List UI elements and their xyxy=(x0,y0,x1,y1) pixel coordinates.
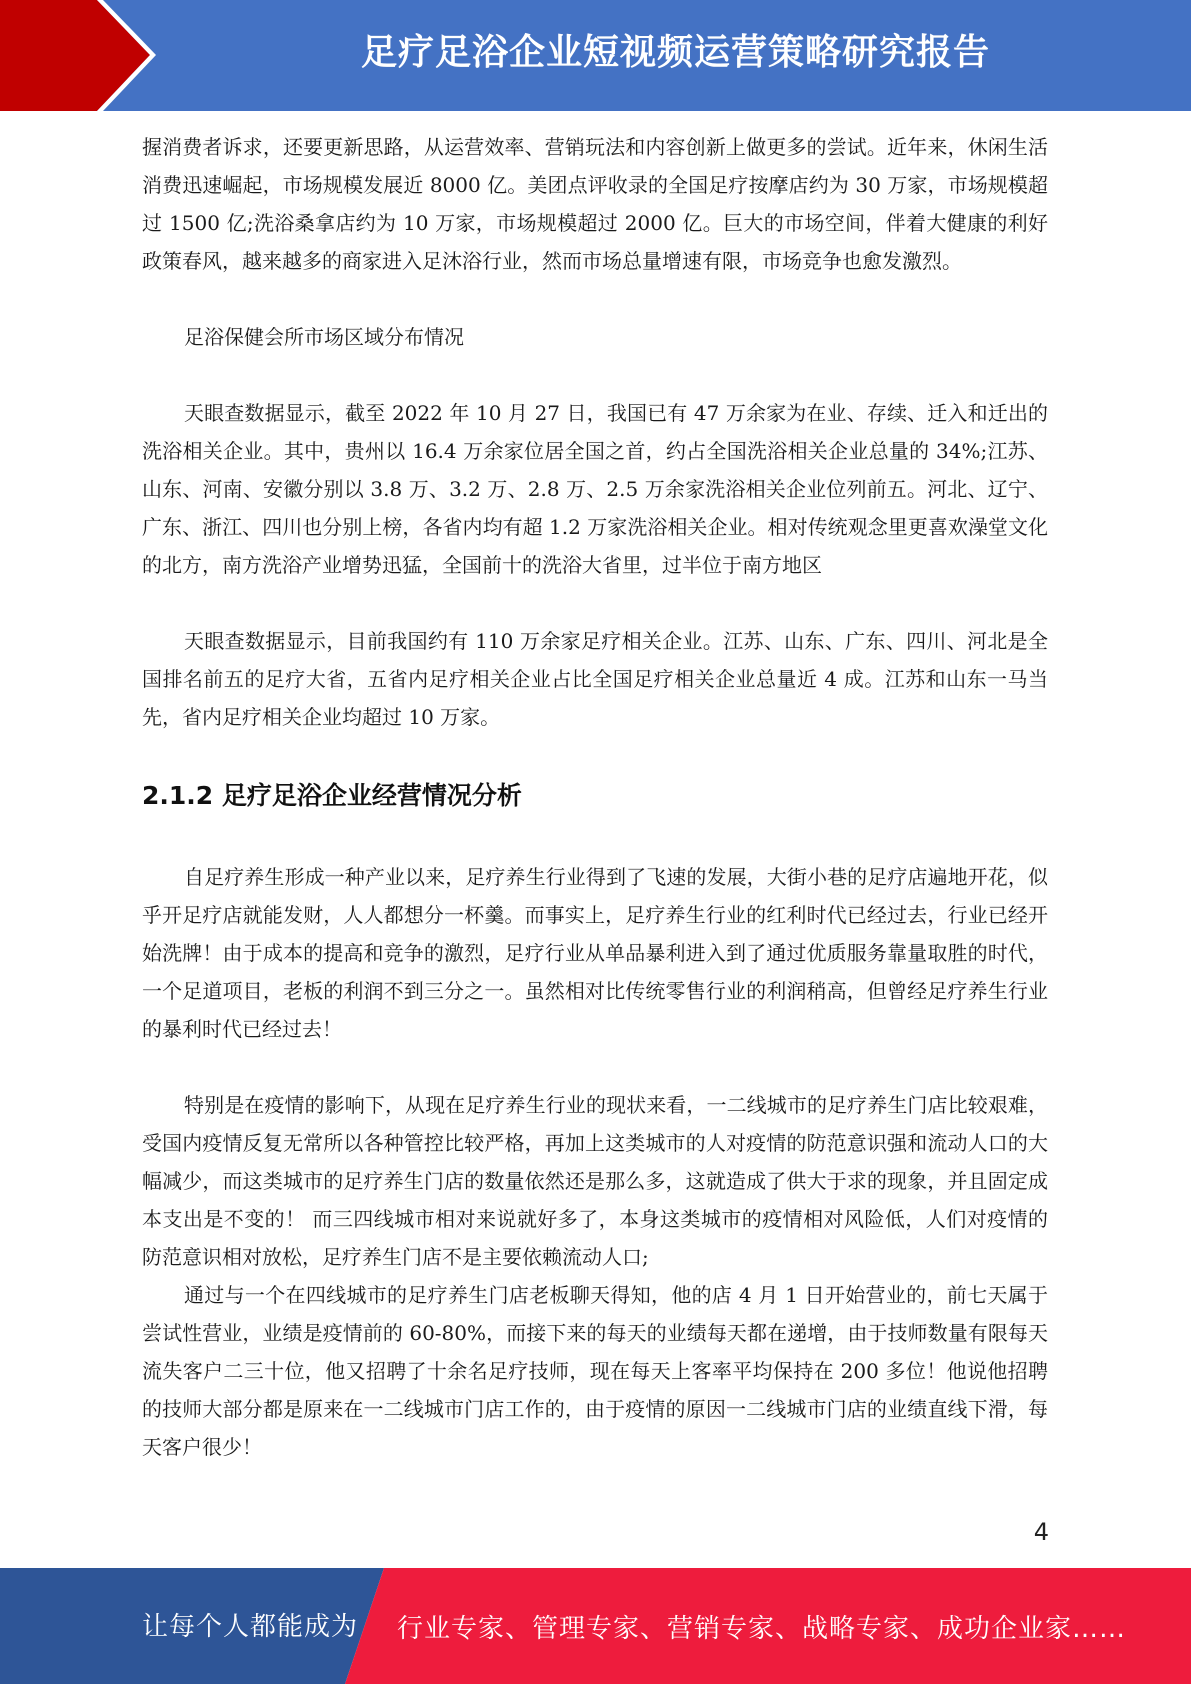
paragraph-industry-development: 自足疗养生形成一种产业以来，足疗养生行业得到了飞速的发展，大街小巷的足疗店遍地开花，似乎开足疗店就能发财，人人都想分一杯羹。而事实上，足疗养生行业的红利时代已经过去，行业已经开始洗牌！由于成本的提高和竞争的激烈，足疗行业从单品暴利进入到了通过优质服务靠量取胜的时代，一个足道项目，老板的利润不到三分之一。虽然相对比传统零售行业的利润稍高，但曾经足疗养生行业的暴利时代已经过去！ xyxy=(142,865,1048,1041)
document-body xyxy=(142,128,1048,1466)
paragraph-foot-enterprises: 天眼查数据显示，目前我国约有 110 万余家足疗相关企业。江苏、山东、广东、四川、河北是全国排名前五的足疗大省，五省内足疗相关企业占比全国足疗相关企业总量近 4 成。江苏和山东一马当先，省内足疗相关企业均超过 10 万家。 xyxy=(142,629,1048,729)
paragraph-market-overview: 握消费者诉求，还要更新思路，从运营效率、营销玩法和内容创新上做更多的尝试。近年来，休闲生活消费迅速崛起，市场规模发展近 8000 亿。美团点评收录的全国足疗按摩店约为 30 万家，市场规模超过 1500 亿;洗浴桑拿店约为 10 万家，市场规模超过 2000 亿。巨大的市场空间，伴着大健康的利好政策春风，越来越多的商家进入足沐浴行业，然而市场总量增速有限，市场竞争也愈发激烈。 xyxy=(142,135,1048,273)
report-title: 足疗足浴企业短视频运营策略研究报告 xyxy=(360,32,990,73)
page-header xyxy=(0,0,1191,111)
paragraph-store-owner-case: 通过与一个在四线城市的足疗养生门店老板聊天得知，他的店 4 月 1 日开始营业的，前七天属于尝试性营业，业绩是疫情前的 60-80%，而接下来的每天的业绩每天都在递增，由于技师数量有限每天流失客户二三十位，他又招聘了十余名足疗技师，现在每天上客率平均保持在 200 多位！他说他招聘的技师大部分都是原来在一二线城市门店工作的，由于疫情的原因一二线城市门店的业绩直线下滑，每天客户很少！ xyxy=(142,1283,1048,1459)
section-heading: 2.1.2 足疗足浴企业经营情况分析 xyxy=(142,781,522,810)
header-arrow-decoration xyxy=(0,0,160,111)
page-footer xyxy=(0,1568,1191,1684)
paragraph-bath-enterprises: 天眼查数据显示，截至 2022 年 10 月 27 日，我国已有 47 万余家为在业、存续、迁入和迁出的洗浴相关企业。其中，贵州以 16.4 万余家位居全国之首，约占全国洗浴相关企业总量的 34%;江苏、山东、河南、安徽分别以 3.8 万、3.2 万、2.8 万、2.5 万余家洗浴相关企业位列前五。河北、辽宁、广东、浙江、四川也分别上榜，各省内均有超 1.2 万家洗浴相关企业。相对传统观念里更喜欢澡堂文化的北方，南方洗浴产业增势迅猛，全国前十的洗浴大省里，过半位于南方地区 xyxy=(142,401,1048,577)
footer-slogan-left: 让每个人都能成为 xyxy=(142,1612,359,1642)
paragraph-pandemic-impact: 特别是在疫情的影响下，从现在足疗养生行业的现状来看，一二线城市的足疗养生门店比较艰难，受国内疫情反复无常所以各种管控比较严格，再加上这类城市的人对疫情的防范意识强和流动人口的大幅减少，而这类城市的足疗养生门店的数量依然还是那么多，这就造成了供大于求的现象，并且固定成本支出是不变的！ 而三四线城市相对来说就好多了，本身这类城市的疫情相对风险低，人们对疫情的防范意识相对放松，足疗养生门店不是主要依赖流动人口; xyxy=(142,1093,1048,1269)
page-number: 4 xyxy=(1033,1518,1049,1546)
footer-slogan-right: 行业专家、管理专家、营销专家、战略专家、成功企业家…… xyxy=(397,1614,1127,1644)
subheading-regional-distribution: 足浴保健会所市场区域分布情况 xyxy=(184,325,464,349)
